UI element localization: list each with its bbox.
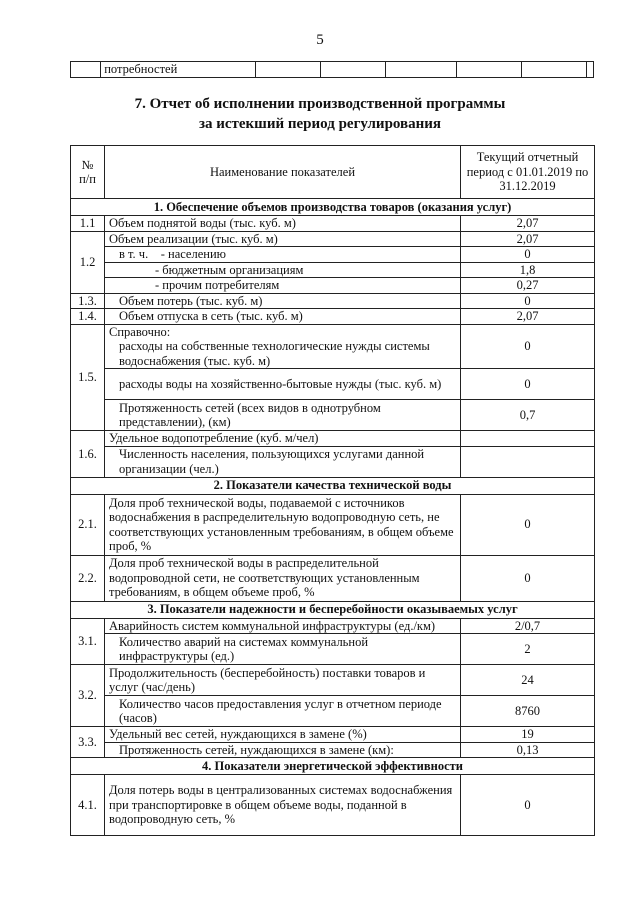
row-label: - прочим потребителям [105, 278, 461, 294]
row-label: Удельный вес сетей, нуждающихся в замене (%) [105, 727, 461, 743]
row-label: Доля потерь воды в централизованных системах водоснабжения при транспортировке в общем объеме воды, поданной в водопроводную сеть, % [105, 775, 461, 836]
row-label: Количество часов предоставления услуг в отчетном периоде (часов) [105, 696, 461, 727]
section-title-4: 4. Показатели энергетической эффективности [71, 758, 595, 775]
table-row [71, 727, 595, 743]
table-row [71, 278, 595, 294]
table-row [71, 293, 595, 309]
row-label: - бюджетным организациям [105, 262, 461, 278]
title-line-1: 7. Отчет об исполнении производственной программы [134, 96, 506, 112]
row-value: 0,27 [461, 278, 595, 294]
section-row [71, 199, 595, 216]
table-cell [71, 62, 101, 78]
table-cell [521, 62, 586, 78]
table-row [71, 324, 595, 369]
section-row [71, 477, 595, 494]
row-label: Количество аварий на системах коммунальной инфраструктуры (ед.) [105, 634, 461, 665]
row-value: 8760 [461, 696, 595, 727]
section-title [0, 94, 640, 134]
row-number: 2.1. [71, 494, 105, 555]
row-value: 2,07 [461, 216, 595, 232]
row-number: 1.4. [71, 309, 105, 325]
row-label: Объем реализации (тыс. куб. м) [105, 231, 461, 247]
table-row [71, 696, 595, 727]
row-number: 2.2. [71, 555, 105, 601]
row-value: 0 [461, 494, 595, 555]
table-cell [320, 62, 385, 78]
reference-label: Справочно: [109, 324, 171, 339]
row-number: 4.1. [71, 775, 105, 836]
row-number: 3.2. [71, 665, 105, 727]
row-number: 1.1 [71, 216, 105, 232]
row-value: 0 [461, 775, 595, 836]
row-label: Удельное водопотребление (куб. м/чел) [105, 431, 461, 447]
row-number: 3.1. [71, 618, 105, 665]
section-row [71, 601, 595, 618]
report-table [70, 145, 595, 836]
header-period: Текущий отчетный период с 01.01.2019 по 31.12.2019 [461, 146, 595, 199]
row-value: 2/0,7 [461, 618, 595, 634]
row-label: Аварийность систем коммунальной инфраструктуры (ед./км) [105, 618, 461, 634]
table-row [71, 775, 595, 836]
table-row [71, 369, 595, 400]
table-row [71, 231, 595, 247]
row-label [105, 324, 461, 369]
row-value: 0 [461, 247, 595, 263]
table-row [71, 742, 595, 758]
title-line-2: за истекший период регулирования [198, 116, 442, 132]
table-row [71, 400, 595, 431]
row-label: Объем отпуска в сеть (тыс. куб. м) [105, 309, 461, 325]
row-number: 3.3. [71, 727, 105, 758]
table-row [71, 247, 595, 263]
table-cell [456, 62, 521, 78]
row-value: 0,13 [461, 742, 595, 758]
table-header-row [71, 146, 595, 199]
row-label: Численность населения, пользующихся услугами данной организации (чел.) [105, 446, 461, 477]
table-row [71, 62, 594, 78]
row-number: 1.2 [71, 231, 105, 293]
table-row [71, 446, 595, 477]
table-cell [587, 62, 594, 78]
section-row [71, 758, 595, 775]
row-number: 1.3. [71, 293, 105, 309]
row-value: 0 [461, 555, 595, 601]
section-title-3: 3. Показатели надежности и бесперебойности оказываемых услуг [71, 601, 595, 618]
row-label: Доля проб технической воды в распределительной водопроводной сети, не соответствующих установленным требованиям, в общем объеме проб, % [105, 555, 461, 601]
continuation-table [70, 61, 594, 78]
row-value: 19 [461, 727, 595, 743]
row-label: Протяженность сетей, нуждающихся в замене (км): [105, 742, 461, 758]
row-label: Продолжительность (бесперебойность) поставки товаров и услуг (час/день) [105, 665, 461, 696]
table-row [71, 431, 595, 447]
table-row [71, 262, 595, 278]
header-name: Наименование показателей [105, 146, 461, 199]
row-label-text: расходы на собственные технологические нужды системы водоснабжения (тыс. куб. м) [119, 339, 430, 368]
row-value [461, 431, 595, 447]
page-number: 5 [316, 32, 324, 48]
row-value: 0 [461, 324, 595, 369]
section-title-1: 1. Обеспечение объемов производства товаров (оказания услуг) [71, 199, 595, 216]
row-value: 0 [461, 293, 595, 309]
row-value: 2 [461, 634, 595, 665]
row-value: 0 [461, 369, 595, 400]
row-label: Протяженность сетей (всех видов в однотрубном представлении), (км) [105, 400, 461, 431]
row-label: Объем поднятой воды (тыс. куб. м) [105, 216, 461, 232]
table-row [71, 555, 595, 601]
row-number: 1.6. [71, 431, 105, 478]
row-number: 1.5. [71, 324, 105, 431]
row-value: 24 [461, 665, 595, 696]
table-row [71, 634, 595, 665]
row-label: Объем потерь (тыс. куб. м) [105, 293, 461, 309]
header-num: № п/п [71, 146, 105, 199]
row-label: расходы воды на хозяйственно-бытовые нужды (тыс. куб. м) [105, 369, 461, 400]
row-value: 0,7 [461, 400, 595, 431]
row-label: Доля проб технической воды, подаваемой с источников водоснабжения в распределительную водопроводную сеть, не соответствующих установленным требованиям, в общем объеме проб, % [105, 494, 461, 555]
row-value: 2,07 [461, 231, 595, 247]
table-cell: потребностей [101, 62, 256, 78]
table-row [71, 309, 595, 325]
table-row [71, 665, 595, 696]
table-row [71, 494, 595, 555]
section-title-2: 2. Показатели качества технической воды [71, 477, 595, 494]
table-cell [385, 62, 456, 78]
row-value: 1,8 [461, 262, 595, 278]
row-value [461, 446, 595, 477]
table-row [71, 618, 595, 634]
table-row [71, 216, 595, 232]
row-label: в т. ч. - населению [105, 247, 461, 263]
table-cell [255, 62, 320, 78]
row-value: 2,07 [461, 309, 595, 325]
